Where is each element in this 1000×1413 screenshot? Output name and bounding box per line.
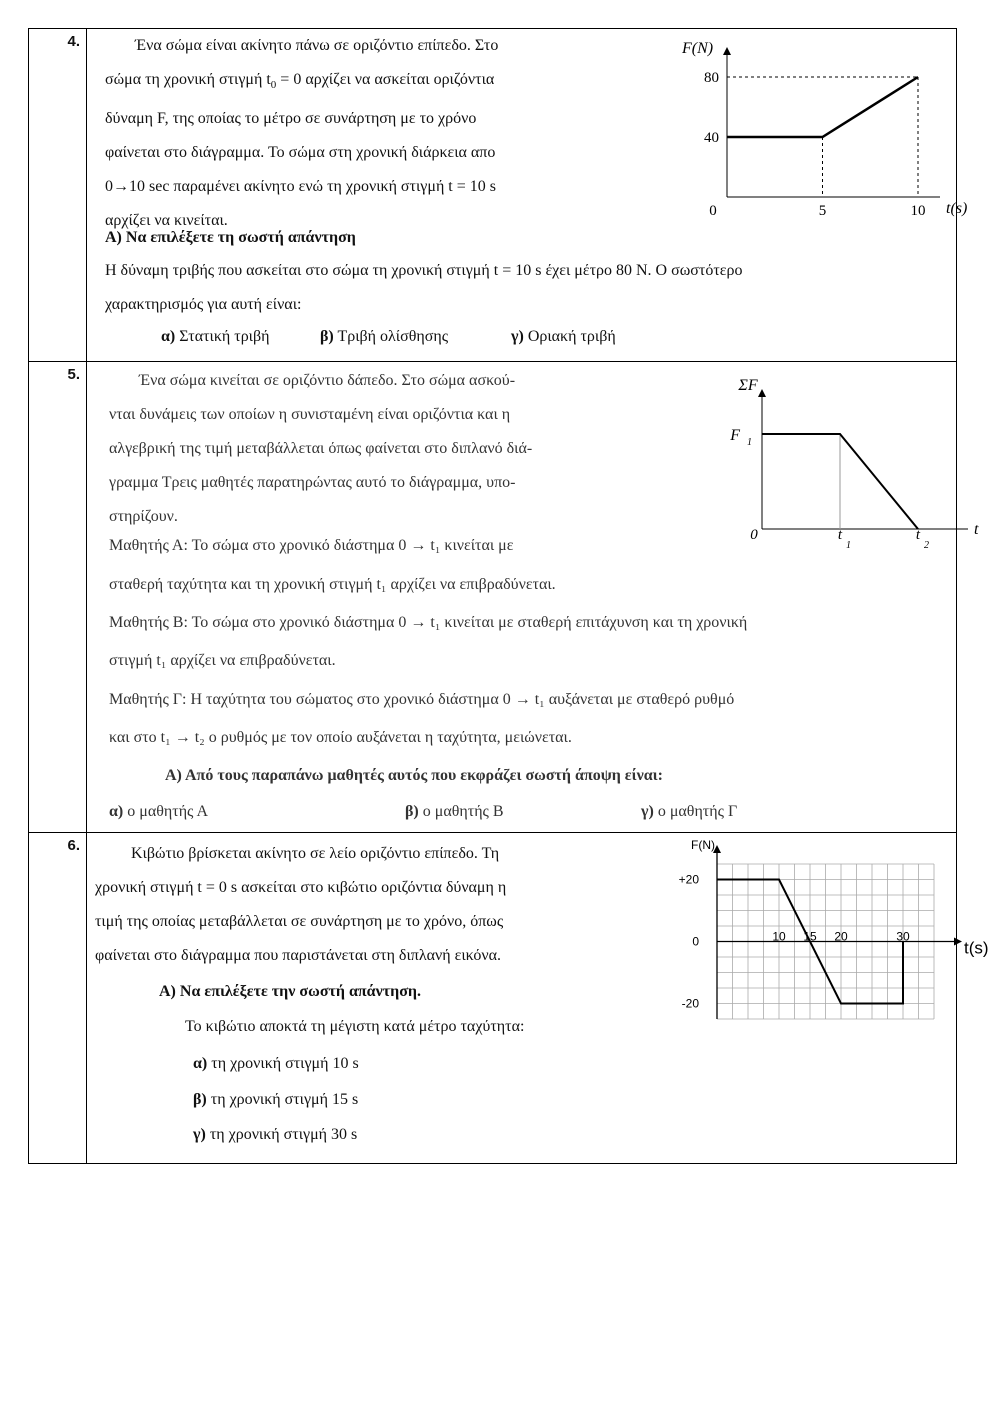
x-tick-label: 10 xyxy=(910,203,926,219)
student-a-line: σταθερή ταχύτητα και τη χρονική στιγμή t₁ αρχίζει να επιβραδύνεται. xyxy=(109,576,556,593)
x-tick-label: t xyxy=(837,527,843,543)
option-c[interactable]: γ) ο μαθητής Γ xyxy=(641,803,738,820)
x-tick-subscript: 2 xyxy=(924,540,929,551)
question-text: Ένα σώμα κινείται σε οριζόντιο δάπεδο. Στο σώμα ασκού- νται δυνάμεις των οποίων η συνισταμένη είναι οριζόντια και η αλγεβρική της τιμή μεταβάλλεται όπως φαίνεται στο διπλανό διά- γραμμα Τρεις μαθητές παρατηρώντας αυτό το διάγραμμα, υπο- στηρίζουν. xyxy=(109,372,533,525)
question-text: Κιβώτιο βρίσκεται ακίνητο σε λείο οριζόντιο επίπεδο. Τη χρονική στιγμή t = 0 s ασκείται στο κιβώτιο οριζόντια δύναμη η τιμή της οποίας μεταβάλλεται σε συνάρτηση με το χρόνο, όπως φαίνεται στο διάγραμμα που παριστάνεται στη διπλανή εικόνα. xyxy=(95,845,507,964)
x-axis-label: t(s) xyxy=(946,200,968,217)
y-tick-label: F xyxy=(730,427,740,444)
y-tick-label: +20 xyxy=(678,872,699,887)
option-a[interactable]: α) τη χρονική στιγμή 10 s xyxy=(193,1055,359,1072)
x-axis-label: t xyxy=(974,521,979,538)
prompt-line: Η δύναμη τριβής που ασκείται στο σώμα τη χρονική στιγμή t = 10 s έχει μέτρο 80 N. Ο σωστότερο xyxy=(105,262,743,279)
student-b-line: Μαθητής Β: Το σώμα στο χρονικό διάστημα 0 → t₁ κινείται με σταθερή επιτάχυνση και τη χρονική xyxy=(109,614,748,631)
y-axis-label: F(N) xyxy=(682,40,714,57)
student-c-line: και στο t₁ → t₂ ο ρυθμός με τον οποίο αυξάνεται η ταχύτητα, μειώνεται. xyxy=(109,729,572,746)
x-tick-label: 20 xyxy=(834,929,848,944)
option-c[interactable]: γ) τη χρονική στιγμή 30 s xyxy=(193,1126,358,1143)
x-axis-label: t(s) xyxy=(964,938,989,958)
x-tick-label: 0 xyxy=(750,527,758,543)
force-time-grid-chart xyxy=(677,838,989,1049)
question-number: 5. xyxy=(29,362,87,833)
student-b-line: στιγμή t₁ αρχίζει να επιβραδύνεται. xyxy=(109,652,336,669)
prompt-line: χαρακτηρισμός για αυτή είναι: xyxy=(105,296,302,313)
question-row-6 xyxy=(29,833,957,1164)
student-c-line: Μαθητής Γ: Η ταχύτητα του σώματος στο χρονικό διάστημα 0 → t₁ αυξάνεται με σταθερό ρυθμό xyxy=(109,691,735,708)
x-tick-label: 0 xyxy=(709,203,717,219)
question-body xyxy=(87,29,968,362)
y-axis-label: ΣF xyxy=(738,377,758,394)
force-time-chart xyxy=(617,37,968,227)
option-b[interactable]: β) ο μαθητής Β xyxy=(405,803,504,820)
y-axis-arrow-icon xyxy=(723,47,731,55)
y-tick-label: 0 xyxy=(692,934,699,949)
y-tick-label: -20 xyxy=(681,996,699,1011)
x-tick-label: 15 xyxy=(803,929,817,944)
question-body xyxy=(87,833,989,1164)
y-axis-arrow-icon xyxy=(758,389,766,397)
option-c[interactable]: γ) Οριακή τριβή xyxy=(511,328,616,345)
y-tick-subscript: 1 xyxy=(747,437,752,448)
x-axis-arrow-icon xyxy=(954,938,962,946)
prompt-line: Το κιβώτιο αποκτά τη μέγιστη κατά μέτρο ταχύτητα: xyxy=(185,1018,525,1035)
x-tick-label: 30 xyxy=(896,929,910,944)
question-row-5 xyxy=(29,362,957,833)
question-number: 6. xyxy=(29,833,87,1164)
question-number: 4. xyxy=(29,29,87,362)
question-body xyxy=(87,362,979,833)
y-tick-label: 40 xyxy=(704,130,719,146)
x-tick-label: 5 xyxy=(818,203,827,219)
option-a[interactable]: α) ο μαθητής Α xyxy=(109,803,209,820)
series-line xyxy=(727,77,918,137)
y-tick-label: 80 xyxy=(704,70,719,86)
task-label: Α) Να επιλέξετε την σωστή απάντηση. xyxy=(159,983,421,1000)
option-b[interactable]: β) Τριβή ολίσθησης xyxy=(320,328,449,345)
x-tick-label: t xyxy=(915,527,921,543)
questions-table xyxy=(28,28,989,1164)
x-tick-label: 10 xyxy=(772,929,786,944)
net-force-time-chart xyxy=(652,374,979,569)
option-a[interactable]: α) Στατική τριβή xyxy=(161,328,270,345)
y-axis-label: F(N) xyxy=(691,838,715,852)
task-label: Α) Από τους παραπάνω μαθητές αυτός που εκφράζει σωστή άποψη είναι: xyxy=(165,767,663,784)
question-text: Ένα σώμα είναι ακίνητο πάνω σε οριζόντιο επίπεδο. Στο σώμα τη χρονική στιγμή $t_0 = 0$ αρχίζει να ασκείται οριζόντια δύναμη F, της οποίας το μέτρο σε συνάρτηση με το χρόνο φαίνεται στο διάγραμμα. Το σώμα στη χρονική διάρκεια απο 0→10 sec παραμένει ακίνητο ενώ τη χρονική στιγμή t = 10 s αρχίζει να κινείται. xyxy=(105,37,499,230)
student-a-line: Μαθητής Α: Το σώμα στο χρονικό διάστημα 0 → t₁ κινείται με xyxy=(109,537,514,554)
question-row-4 xyxy=(29,29,957,362)
x-tick-subscript: 1 xyxy=(846,540,851,551)
task-label: Α) Να επιλέξετε τη σωστή απάντηση xyxy=(105,229,356,246)
option-b[interactable]: β) τη χρονική στιγμή 15 s xyxy=(193,1091,359,1108)
